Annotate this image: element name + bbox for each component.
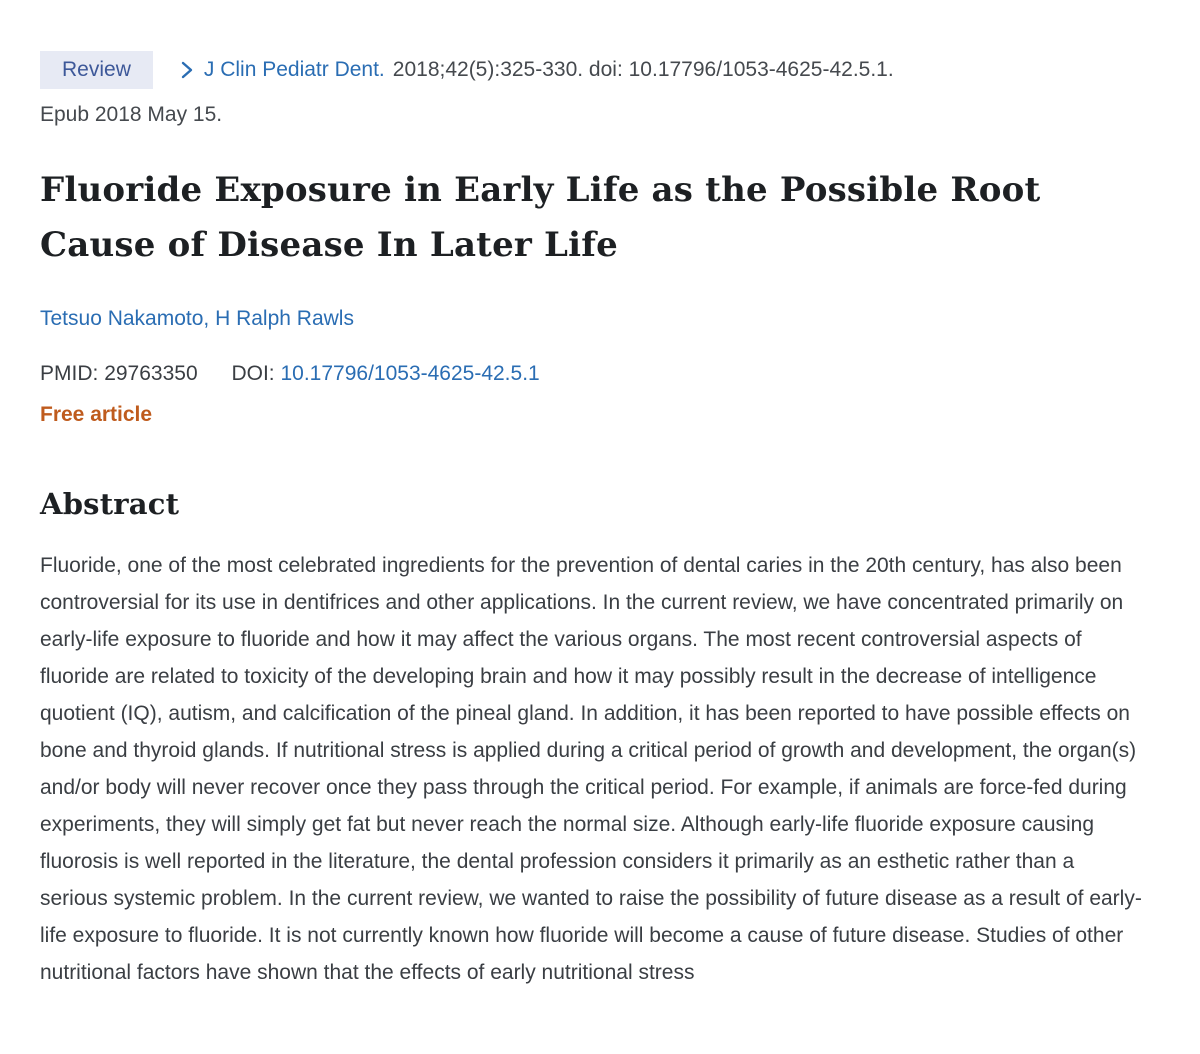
article-title: Fluoride Exposure in Early Life as the Possible Root Cause of Disease In Later Life (40, 170, 1041, 265)
pmid-value: 29763350 (104, 362, 198, 385)
chevron-right-icon (179, 60, 194, 80)
journal-link[interactable]: J Clin Pediatr Dent. (203, 58, 385, 81)
abstract-heading: Abstract (40, 487, 180, 521)
free-article-label: Free article (40, 403, 153, 426)
doi-label: DOI: (231, 362, 275, 385)
pmid-label: PMID: (40, 362, 99, 385)
epub-date: Epub 2018 May 15. (40, 103, 223, 126)
authors-link[interactable]: Tetsuo Nakamoto, H Ralph Rawls (40, 307, 354, 330)
citation-bar (40, 50, 1160, 90)
authors-row (40, 305, 1160, 333)
publication-type-badge: Review (40, 51, 153, 89)
doi-group (231, 362, 539, 385)
citation-details: 2018;42(5):325-330. doi: 10.17796/1053-4625-42.5.1. (392, 58, 894, 81)
doi-link[interactable]: 10.17796/1053-4625-42.5.1 (280, 362, 540, 385)
identifiers-row (40, 360, 1160, 388)
abstract-text: Fluoride, one of the most celebrated ingredients for the prevention of dental caries in the 20th century, has also been controversial for its use in dentifrices and other applications. In the current review, we have concentrated primarily on early-life exposure to fluoride and how it may affect the various organs. The most recent controversial aspects of fluoride are related to toxicity of the developing brain and how it may possibly result in the decrease of intelligence quotient (IQ), autism, and calcification of the pineal gland. In addition, it has been reported to have possible effects on bone and thyroid glands. If nutritional stress is applied during a critical period of growth and development, the organ(s) and/or body will never recover once they pass through the critical period. For example, if animals are force-fed during experiments, they will simply get fat but never reach the normal size. Although early-life fluoride exposure causing fluorosis is well reported in the literature, the dental profession considers it primarily as an esthetic rather than a serious systemic problem. In the current review, we wanted to raise the possibility of future disease as a result of early-life exposure to fluoride. It is not currently known how fluoride will become a cause of future disease. Studies of other nutritional factors have shown that the effects of early nutritional stress (40, 554, 1142, 984)
